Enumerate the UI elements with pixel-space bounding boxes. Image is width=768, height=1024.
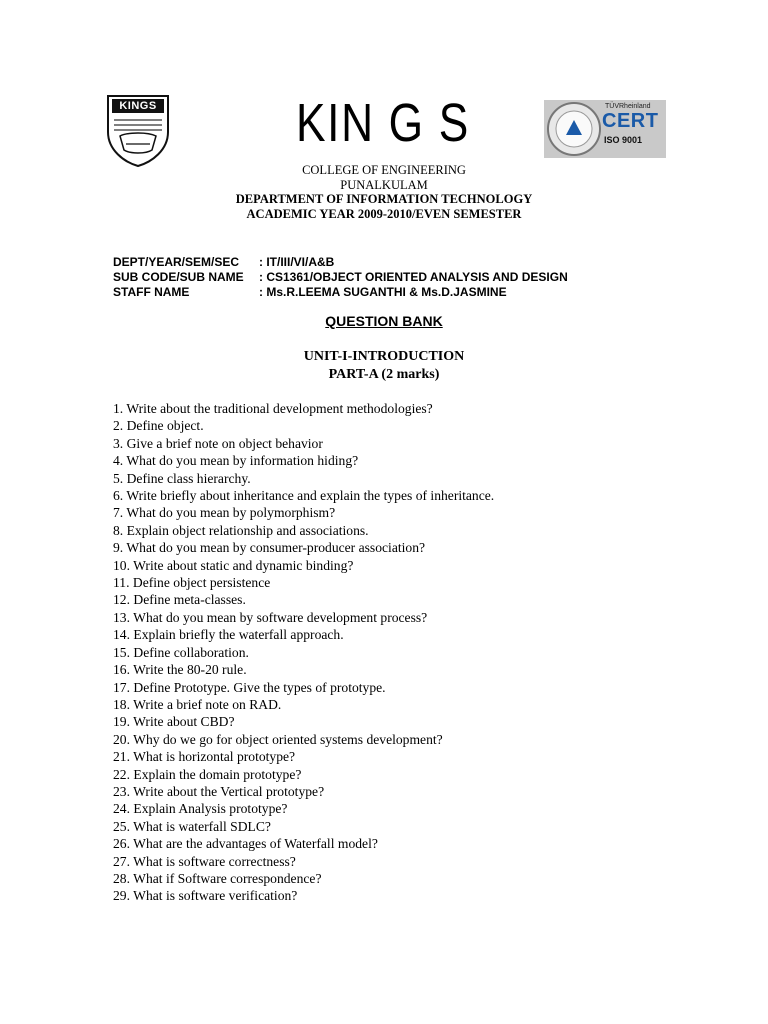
question-item: 14. Explain briefly the waterfall approach. bbox=[113, 627, 344, 643]
cert-iso-label: ISO 9001 bbox=[604, 135, 643, 145]
question-item: 29. What is software verification? bbox=[113, 888, 298, 904]
info-key: STAFF NAME bbox=[113, 285, 190, 299]
question-item: 9. What do you mean by consumer-producer association? bbox=[113, 540, 426, 556]
question-item: 10. Write about static and dynamic binding? bbox=[113, 557, 354, 573]
brand-title: KIN G S bbox=[296, 93, 470, 153]
question-item: 27. What is software correctness? bbox=[113, 853, 296, 869]
info-row bbox=[113, 270, 568, 285]
question-item: 3. Give a brief note on object behavior bbox=[113, 435, 323, 451]
info-row bbox=[113, 285, 568, 300]
question-bank-title: QUESTION BANK bbox=[325, 313, 443, 329]
cert-main-label: CERT bbox=[602, 110, 659, 132]
question-item: 25. What is waterfall SDLC? bbox=[113, 818, 271, 834]
question-item: 12. Define meta-classes. bbox=[113, 592, 246, 608]
question-item: 7. What do you mean by polymorphism? bbox=[113, 505, 336, 521]
unit-title: UNIT-I-INTRODUCTION bbox=[303, 349, 465, 364]
question-item: 23. Write about the Vertical prototype? bbox=[113, 783, 325, 799]
academic-year: ACADEMIC YEAR 2009-2010/EVEN SEMESTER bbox=[246, 206, 522, 221]
info-value: : CS1361/OBJECT ORIENTED ANALYSIS AND DESIGN bbox=[259, 270, 568, 284]
question-item: 20. Why do we go for object oriented systems development? bbox=[113, 731, 443, 747]
question-item: 13. What do you mean by software development process? bbox=[113, 609, 428, 625]
part-title: PART-A (2 marks) bbox=[328, 367, 440, 382]
question-item: 24. Explain Analysis prototype? bbox=[113, 801, 288, 817]
cert-badge bbox=[544, 100, 666, 158]
unit-heading bbox=[0, 348, 768, 384]
question-list bbox=[113, 400, 494, 905]
question-item: 17. Define Prototype. Give the types of prototype. bbox=[113, 679, 386, 695]
info-key: DEPT/YEAR/SEM/SEC bbox=[113, 255, 240, 269]
question-item: 19. Write about CBD? bbox=[113, 714, 235, 730]
cert-tuv-label: TÜVRheinland bbox=[605, 103, 651, 110]
question-item: 26. What are the advantages of Waterfall model? bbox=[113, 836, 378, 852]
course-info bbox=[113, 255, 568, 300]
question-item: 8. Explain object relationship and associations. bbox=[113, 522, 369, 538]
question-item: 11. Define object persistence bbox=[113, 575, 271, 591]
college-place: PUNALKULAM bbox=[340, 177, 428, 192]
logo-lettering: KINGS bbox=[119, 100, 157, 112]
question-item: 18. Write a brief note on RAD. bbox=[113, 696, 282, 712]
department-name: DEPARTMENT OF INFORMATION TECHNOLOGY bbox=[235, 192, 533, 207]
question-item: 5. Define class hierarchy. bbox=[113, 470, 251, 486]
question-item: 21. What is horizontal prototype? bbox=[113, 749, 296, 765]
info-key: SUB CODE/SUB NAME bbox=[113, 270, 244, 284]
question-item: 1. Write about the traditional development methodologies? bbox=[113, 401, 433, 416]
tuv-seal-icon bbox=[544, 100, 604, 158]
info-row bbox=[113, 255, 568, 270]
institution-header bbox=[0, 163, 768, 221]
question-item: 6. Write briefly about inheritance and explain the types of inheritance. bbox=[113, 488, 495, 504]
question-item: 2. Define object. bbox=[113, 418, 204, 434]
question-item: 28. What if Software correspondence? bbox=[113, 870, 322, 886]
question-item: 15. Define collaboration. bbox=[113, 644, 249, 660]
info-value: : IT/III/VI/A&B bbox=[259, 255, 335, 269]
info-value: : Ms.R.LEEMA SUGANTHI & Ms.D.JASMINE bbox=[259, 285, 507, 299]
question-item: 16. Write the 80-20 rule. bbox=[113, 662, 247, 678]
kings-shield-logo bbox=[106, 94, 170, 168]
college-name: COLLEGE OF ENGINEERING bbox=[302, 163, 466, 177]
question-item: 4. What do you mean by information hiding? bbox=[113, 453, 359, 469]
question-item: 22. Explain the domain prototype? bbox=[113, 766, 302, 782]
